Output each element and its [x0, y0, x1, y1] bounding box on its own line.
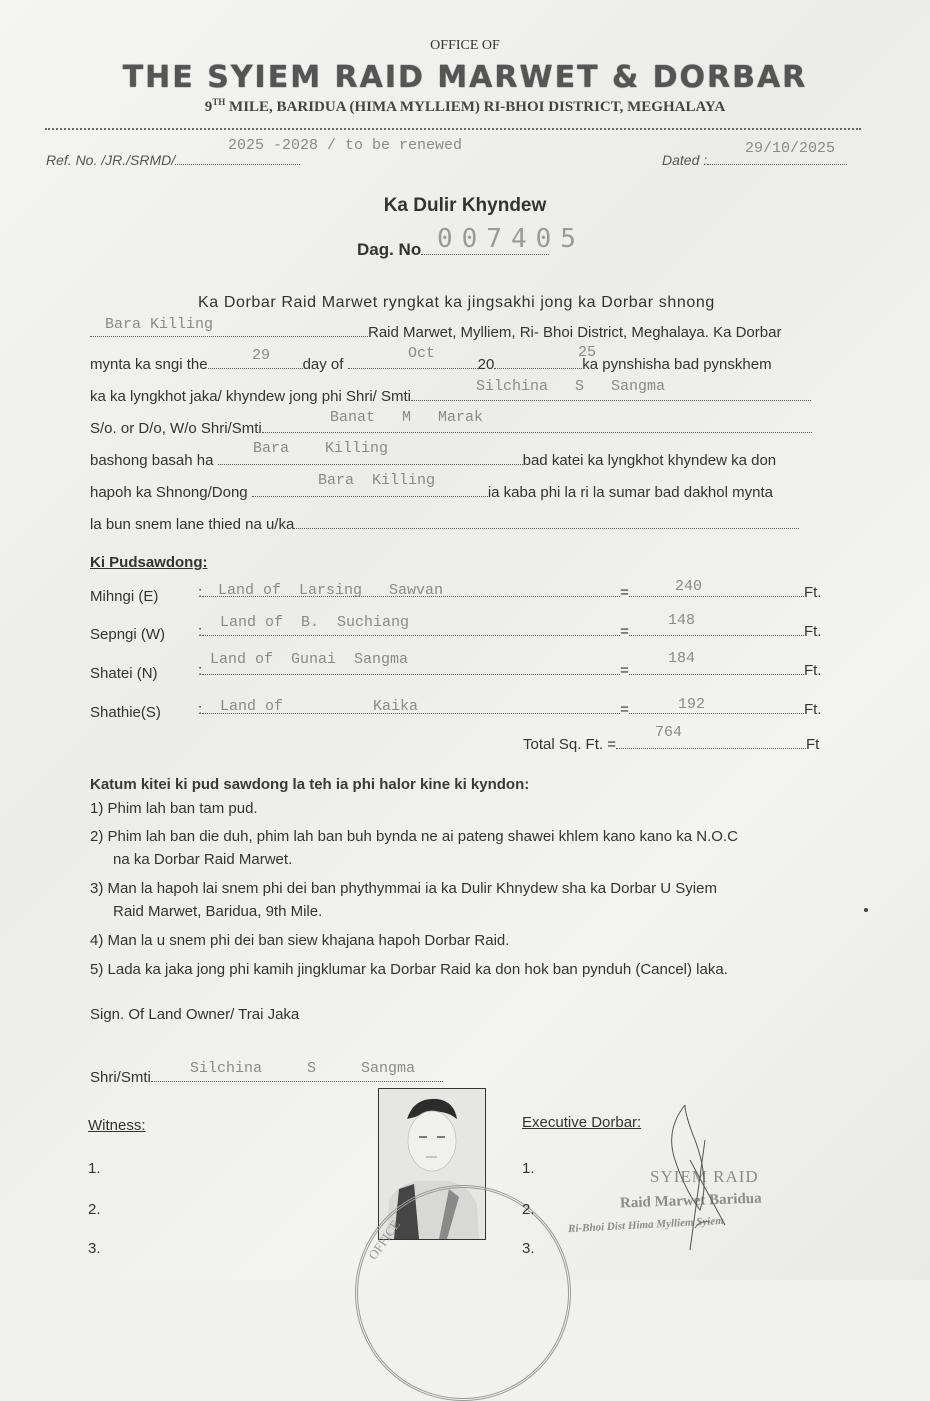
shri-smti-value: Silchina S Sangma [190, 1060, 416, 1077]
boundary-line: : = Ft. [198, 662, 822, 679]
boundary-label: Shatei (N) [90, 665, 158, 682]
boundary-value: Land of B. Suchiang [220, 614, 410, 631]
boundary-line: : = Ft. [198, 584, 822, 601]
scan-speck [864, 908, 868, 912]
shnong-value: Bara Killing [318, 472, 436, 489]
body-line-6: bashong basah ha bad katei ka lyngkhot khyndew ka don [90, 452, 777, 469]
boundary-line: : = Ft. [198, 623, 822, 640]
executive-3: 3. [522, 1240, 535, 1257]
boundary-value: Land of Gunai Sangma [210, 651, 409, 668]
ref-no-label: Ref. No. /JR./SRMD/ [46, 152, 300, 168]
witness-label: Witness: [88, 1117, 146, 1134]
body-line-8: la bun snem lane thied na u/ka [90, 516, 799, 533]
dated-label: Dated : [662, 152, 847, 168]
dated-value: 29/10/2025 [745, 140, 836, 157]
executive-dorbar-label: Executive Dorbar: [522, 1114, 642, 1131]
seal-ring-text: OFFICE [364, 1217, 403, 1263]
document-heading: Ka Dulir Khyndew [383, 195, 547, 216]
month-value: Oct [408, 345, 436, 362]
boundary-ft: 148 [668, 612, 696, 629]
executive-1: 1. [522, 1160, 535, 1177]
office-of-label: OFFICE OF [430, 38, 500, 53]
organization-title: THE SYIEM RAID MARWET & DORBAR [122, 60, 808, 95]
boundary-ft: 240 [675, 578, 703, 595]
body-line-7: hapoh ka Shnong/Dong ia kaba phi la ri la sumar bad dakhol mynta [90, 484, 773, 501]
boundary-line: : = Ft. [198, 701, 822, 718]
residence-value: Bara Killing [253, 440, 389, 457]
body-line-1: Ka Dorbar Raid Marwet ryngkat ka jingsakhi jong ka Dorbar shnong [198, 294, 715, 311]
body-line-2: Raid Marwet, Mylliem, Ri- Bhoi District, Meghalaya. Ka Dorbar [90, 324, 781, 341]
shri-smti-label: Shri/Smti [90, 1069, 443, 1086]
dag-no-label: Dag. No [357, 240, 549, 260]
body-line-5: S/o. or D/o, W/o Shri/Smti [90, 420, 812, 437]
witness-2: 2. [88, 1201, 101, 1218]
boundary-ft: 184 [668, 650, 696, 667]
boundary-label: Shathie(S) [90, 704, 161, 721]
stamp-line-3: Ri-Bhoi Dist Hima Mylliem Syiem [567, 1214, 725, 1236]
year-value: 25 [578, 344, 597, 361]
signature-scribble-icon [660, 1100, 750, 1280]
boundaries-heading: Ki Pudsawdong: [90, 554, 208, 571]
day-value: 29 [252, 347, 271, 364]
office-seal-ring [355, 1185, 571, 1401]
owner-name-value: Silchina S Sangma [476, 378, 666, 395]
stamp-line-1: SYIEM RAID [650, 1167, 759, 1186]
header-divider [45, 128, 861, 130]
condition-item-2-cont: na ka Dorbar Raid Marwet. [113, 851, 293, 868]
organization-address: 9TH MILE, BARIDUA (HIMA MYLLIEM) RI-BHOI DISTRICT, MEGHALAYA [204, 97, 726, 115]
boundary-value: Land of Kaika [220, 698, 419, 715]
body-line-4: ka ka lyngkhot jaka/ khyndew jong phi Shri/ Smti [90, 388, 811, 405]
condition-item-3-cont: Raid Marwet, Baridua, 9th Mile. [113, 903, 323, 920]
boundary-label: Sepngi (W) [90, 626, 166, 643]
witness-3: 3. [88, 1240, 101, 1257]
dag-no-value: 007405 [437, 224, 585, 254]
total-sq-ft: Total Sq. Ft. = Ft [523, 736, 820, 753]
condition-item-1: 1) Phim lah ban tam pud. [90, 800, 258, 817]
conditions-heading: Katum kitei ki pud sawdong la teh ia phi halor kine ki kyndon: [90, 776, 530, 793]
boundary-label: Mihngi (E) [90, 588, 159, 605]
condition-item-5: 5) Lada ka jaka jong phi kamih jingklumar ka Dorbar Raid ka don hok ban pynduh (Cancel) laka. [90, 961, 728, 978]
village-value: Bara Killing [105, 316, 214, 333]
condition-item-4: 4) Man la u snem phi dei ban siew khajana hapoh Dorbar Raid. [90, 932, 510, 949]
land-owner-sign-label: Sign. Of Land Owner/ Trai Jaka [90, 1006, 300, 1023]
condition-item-2: 2) Phim lah ban die duh, phim lah ban buh bynda ne ai pateng shawei khlem kano kano ka N.O.C [90, 828, 738, 845]
boundary-ft: 192 [678, 696, 706, 713]
parent-name-value: Banat M Marak [330, 409, 484, 426]
stamp-line-2: Raid Marwet Baridua [619, 1190, 762, 1212]
body-line-3: mynta ka sngi the day of 20 ka pynshisha bad pynskhem [90, 356, 772, 373]
boundary-value: Land of Larsing Sawvan [218, 582, 444, 599]
ref-no-value: 2025 -2028 / to be renewed [228, 137, 463, 154]
total-sq-ft-value: 764 [655, 724, 683, 741]
executive-2: 2. [522, 1201, 535, 1218]
condition-item-3: 3) Man la hapoh lai snem phi dei ban phythymmai ia ka Dulir Khnydew sha ka Dorbar U Syiem [90, 880, 717, 897]
witness-1: 1. [88, 1160, 101, 1177]
